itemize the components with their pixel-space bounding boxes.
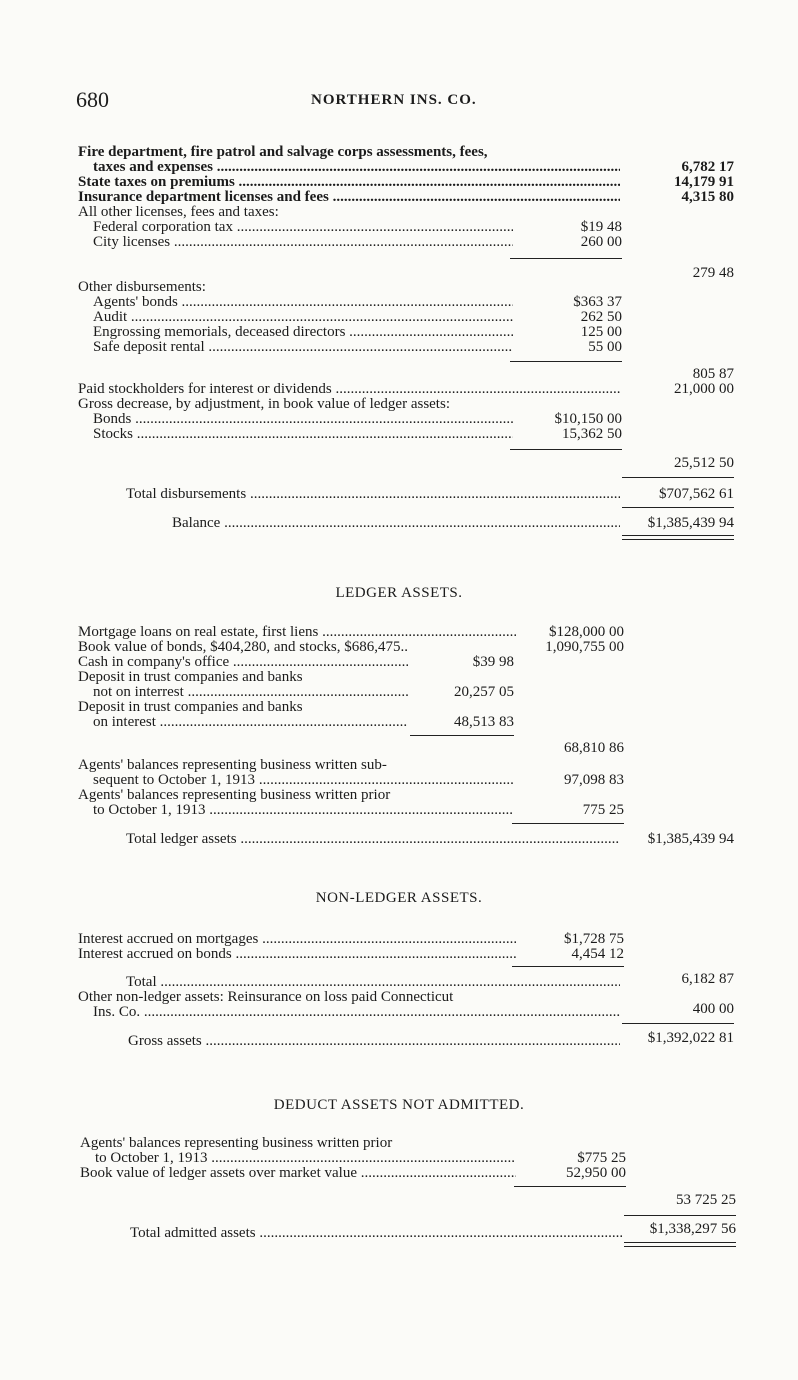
balance-label: Balance ..... xyxy=(172,516,620,531)
gross-assets-label: Gross assets ..... xyxy=(128,1034,620,1049)
mortgage-label: Mortgage loans on real estate, first liens ..... xyxy=(78,625,516,640)
federal-tax-label: Federal corporation tax ..... xyxy=(93,220,513,235)
interest-bonds-amount: 4,454 12 xyxy=(571,946,624,962)
page-number: 680 xyxy=(76,87,109,112)
deposit-not-line1: Deposit in trust companies and banks xyxy=(78,669,303,685)
audit-label: Audit ..... xyxy=(93,310,513,325)
engrossing-amount: 125 00 xyxy=(580,324,622,340)
state-taxes-label: State taxes on premiums ..... xyxy=(78,175,620,190)
rule xyxy=(622,1023,734,1024)
safe-deposit-label: Safe deposit rental ..... xyxy=(93,340,513,355)
state-taxes-amount: 14,179 91 xyxy=(674,174,734,190)
total-disbursements-label: Total disbursements ..... xyxy=(126,487,620,502)
non-ledger-heading: NON-LEDGER ASSETS. xyxy=(315,890,483,906)
gross-decrease-label: Gross decrease, by adjustment, in book value of ledger assets: xyxy=(78,396,450,412)
deposit-on-line1: Deposit in trust companies and banks xyxy=(78,699,303,715)
agents-prior-line2: to October 1, 1913 ..... xyxy=(93,803,514,818)
stocks-amount: 15,362 50 xyxy=(562,426,622,442)
na-agents-prior-line2: to October 1, 1913 ..... xyxy=(95,1151,516,1166)
insurance-dept-amount: 4,315 80 xyxy=(681,189,734,205)
total-ledger-label: Total ledger assets ..... xyxy=(126,832,620,847)
cash-subtotal: 68,810 86 xyxy=(564,740,624,756)
other-non-ledger-amount: 400 00 xyxy=(692,1001,734,1017)
ledger-assets-heading: LEDGER ASSETS. xyxy=(335,585,463,601)
rule xyxy=(624,1215,736,1216)
deposit-on-amount: 48,513 83 xyxy=(454,714,514,730)
fire-dept-line2: taxes and expenses ..... xyxy=(93,160,620,175)
total-admitted-label: Total admitted assets ..... xyxy=(130,1226,622,1241)
agents-sub-line2: sequent to October 1, 1913 ..... xyxy=(93,773,514,788)
city-licenses-amount: 260 00 xyxy=(580,234,622,250)
city-licenses-label: City licenses ..... xyxy=(93,235,513,250)
agents-sub-amount: 97,098 83 xyxy=(564,772,624,788)
agents-bonds-amount: $363 37 xyxy=(573,294,622,310)
fire-dept-line1: Fire department, fire patrol and salvage corps assessments, fees, xyxy=(78,144,488,160)
rule xyxy=(510,449,622,450)
rule xyxy=(622,507,734,508)
other-subtotal: 805 87 xyxy=(692,366,734,382)
interest-mortgages-amount: $1,728 75 xyxy=(564,931,624,947)
engrossing-label: Engrossing memorials, deceased directors ..... xyxy=(93,325,513,340)
running-title: NORTHERN INS. CO. xyxy=(311,92,477,108)
non-ledger-total-amount: 6,182 87 xyxy=(681,971,734,987)
rule xyxy=(514,1186,626,1187)
rule xyxy=(512,966,624,967)
audit-amount: 262 50 xyxy=(580,309,622,325)
bonds-amount: $10,150 00 xyxy=(554,411,622,427)
paid-stockholders-label: Paid stockholders for interest or dividends ..... xyxy=(78,382,620,397)
not-admitted-heading: DEDUCT ASSETS NOT ADMITTED. xyxy=(273,1097,525,1113)
na-agents-prior-amount: $775 25 xyxy=(577,1150,626,1166)
total-admitted-amount: $1,338,297 56 xyxy=(649,1221,736,1237)
cash-amount: $39 98 xyxy=(472,654,514,670)
other-non-ledger-line2: Ins. Co. ..... xyxy=(93,1005,620,1020)
gross-assets-amount: $1,392,022 81 xyxy=(647,1030,734,1046)
other-non-ledger-line1: Other non-ledger assets: Reinsurance on loss paid Connecticut xyxy=(78,989,454,1005)
interest-bonds-label: Interest accrued on bonds ..... xyxy=(78,947,516,962)
rule xyxy=(622,477,734,478)
rule xyxy=(510,258,622,259)
total-disbursements-amount: $707,562 61 xyxy=(659,486,734,502)
interest-mortgages-label: Interest accrued on mortgages ..... xyxy=(78,932,516,947)
rule xyxy=(410,735,514,736)
safe-deposit-amount: 55 00 xyxy=(588,339,622,355)
mortgage-amount: $128,000 00 xyxy=(549,624,624,640)
other-licenses-label: All other licenses, fees and taxes: xyxy=(78,204,279,220)
book-over-market-amount: 52,950 00 xyxy=(566,1165,626,1181)
licenses-subtotal: 279 48 xyxy=(692,265,734,281)
stocks-label: Stocks ..... xyxy=(93,427,513,442)
agents-prior-amount: 775 25 xyxy=(582,802,624,818)
deposit-not-line2: not on interrest ..... xyxy=(93,685,408,700)
total-ledger-amount: $1,385,439 94 xyxy=(647,831,734,847)
decrease-subtotal: 25,512 50 xyxy=(674,455,734,471)
insurance-dept-label: Insurance department licenses and fees ..... xyxy=(78,190,620,205)
book-value-amount: 1,090,755 00 xyxy=(545,639,624,655)
fire-dept-amount: 6,782 17 xyxy=(681,159,734,175)
na-agents-prior-line1: Agents' balances representing business written prior xyxy=(80,1135,393,1151)
double-rule xyxy=(624,1242,736,1247)
cash-label: Cash in company's office ..... xyxy=(78,655,408,670)
balance-amount: $1,385,439 94 xyxy=(647,515,734,531)
book-over-market-label: Book value of ledger assets over market value ..... xyxy=(80,1166,516,1181)
federal-tax-amount: $19 48 xyxy=(580,219,622,235)
agents-sub-line1: Agents' balances representing business written sub- xyxy=(78,757,387,773)
non-ledger-total-label: Total ..... xyxy=(126,975,620,990)
double-rule xyxy=(622,535,734,540)
bonds-label: Bonds ..... xyxy=(93,412,513,427)
deposit-not-amount: 20,257 05 xyxy=(454,684,514,700)
rule xyxy=(510,361,622,362)
other-disbursements-label: Other disbursements: xyxy=(78,279,206,295)
paid-stockholders-amount: 21,000 00 xyxy=(674,381,734,397)
book-value-label: Book value of bonds, $404,280, and stocks, $686,475.. xyxy=(78,639,408,655)
not-admitted-subtotal: 53 725 25 xyxy=(676,1192,736,1208)
agents-prior-line1: Agents' balances representing business written prior xyxy=(78,787,391,803)
deposit-on-line2: on interest ..... xyxy=(93,715,408,730)
agents-bonds-label: Agents' bonds ..... xyxy=(93,295,513,310)
rule xyxy=(512,823,624,824)
